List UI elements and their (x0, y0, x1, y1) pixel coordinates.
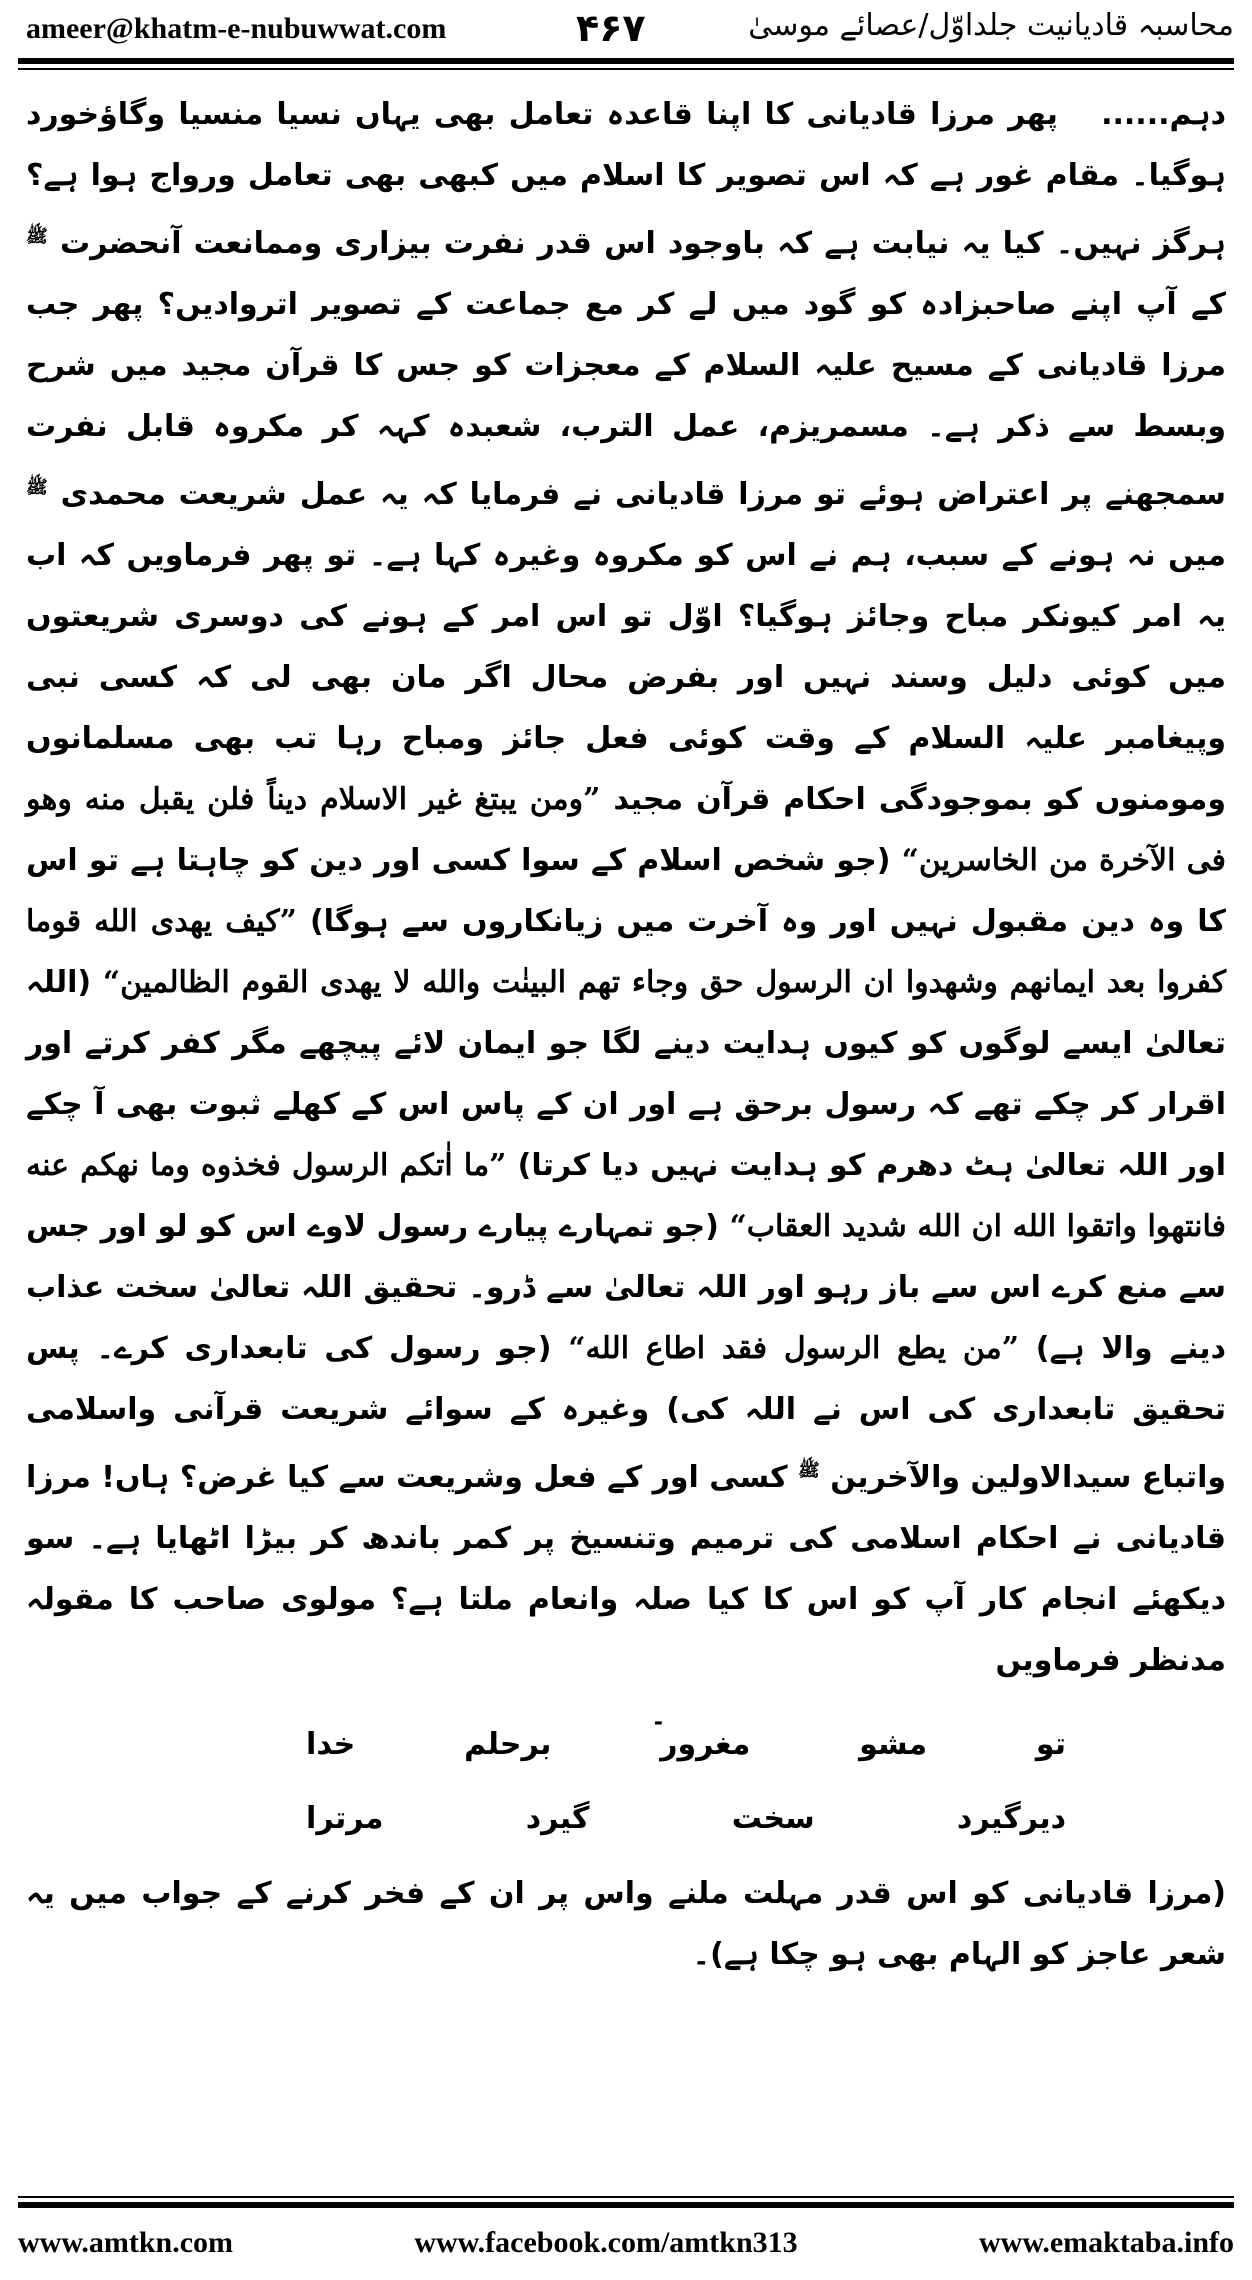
quran-verse: ”ومن یبتغ غیر الاسلام دیناً فلن یقبل منه وهو فی الآخرة من الخاسرین“ (26, 782, 1226, 878)
footer-link-facebook[interactable]: www.facebook.com/amtkn313 (414, 2226, 798, 2259)
verse-translation: (اللہ تعالیٰ ایسے لوگوں کو کیوں ہدایت دینے لگا جو ایمان لائے پیچھے مگر کفر کرتے اور اقرار کر چکے تھے کہ رسول برحق ہے اور ان کے پاس اس کے کھلے ثبوت بھی آ چکے اور اللہ تعالیٰ ہٹ دھرم کو ہدایت نہیں دیا کرتا) (26, 965, 1226, 1183)
couplet-word: گیرد (525, 1801, 590, 1836)
quran-verse: ”کیف یهدی الله قوما کفروا بعد ایمانهم وشهدوا ان الرسول حق وجاء تهم البینٰت والله لا یهدی القوم الظالمین“ (26, 904, 1226, 1000)
header-rule-thick (18, 58, 1234, 64)
body-text: کسی اور کے فعل وشریعت سے کیا غرض؟ ہاں! مرزا قادیانی نے احکام اسلامی کی ترمیم وتنسیخ پر کمر باندھ کر بیڑا اٹھایا ہے۔ سو دیکھئے انجام کار آپ کو اس کا کیا صلہ وانعام ملتا ہے؟ مولوی صاحب کا مقولہ مدنظر فرماویں (26, 1460, 1226, 1678)
header-rule-thin (18, 68, 1234, 70)
couplet-word: مشو (859, 1727, 928, 1762)
body-text: میں نہ ہونے کے سبب، ہم نے اس کو مکروہ وغیرہ کہا ہے۔ تو پھر فرماویں کہ اب یہ امر کیونکر مباح وجائز ہوگیا؟ اوّل تو اس امر کے ہونے کی دوسری شریعتوں میں کوئی دلیل وسند نہیں اور بفرض محال اگر مان بھی لی کہ کسی نبی وپیغامبر علیہ السلام کے وقت کوئی فعل جائز ومباح رہا تب بھی مسلمانوں ومومنوں کو بموجودگی احکام قرآن مجید (26, 538, 1227, 817)
header-email[interactable]: ameer@khatm-e-nubuwwat.com (26, 12, 447, 45)
couplet-word: خدا (306, 1727, 356, 1762)
page-body (26, 84, 1226, 2114)
couplet-word: برحلم (464, 1727, 552, 1762)
page-header (0, 0, 1252, 58)
verse-translation: (جو تمہارے پیارے رسول لاوے اس کو لو اور جس سے منع کرے اس سے باز رہو اور اللہ تعالیٰ سے ڈرو۔ تحقیق اللہ تعالیٰ سخت عذاب دینے والا ہے) (26, 1209, 1226, 1366)
verse-end-mark: ۔ (650, 1701, 666, 1731)
footer-rule-thick (18, 2202, 1234, 2208)
quran-verse: ”من یطع الرسول فقد اطاع الله“ (568, 1331, 1019, 1366)
couplet-line-2 (306, 1801, 1066, 1836)
body-text: کے آپ اپنے صاحبزادہ کو گود میں لے کر مع جماعت کے تصویر اتروادیں؟ پھر جب مرزا قادیانی کے مسیح علیہ السلام کے معجزات کو جس کا قرآن مجید میں شرح وبسط سے ذکر ہے۔ مسمریزم، عمل الترب، شعبدہ کہہ کر مکروہ قابل نفرت سمجھنے پر اعتراض ہوئے تو مرزا قادیانی نے فرمایا کہ یہ عمل شریعت محمدی (26, 287, 1226, 512)
couplet-word: سخت (731, 1801, 815, 1836)
closing-paragraph: (مرزا قادیانی کو اس قدر مہلت ملنے واس پر ان کے فخر کرنے کے جواب میں یہ شعر عاجز کو الہام بھی ہو چکا ہے)۔ (26, 1876, 1226, 1972)
couplet-word: تو (1035, 1727, 1066, 1762)
footer-link-amtkn[interactable]: www.amtkn.com (18, 2226, 233, 2259)
section-marker: دہم...... (1101, 97, 1226, 132)
page-footer (18, 2218, 1234, 2268)
couplet-word: مغرور (660, 1727, 751, 1762)
salutation-mark: ﷺ (798, 1460, 820, 1481)
salutation-mark: ﷺ (26, 226, 48, 247)
main-paragraph (26, 84, 1226, 1691)
body-text: پھر مرزا قادیانی کا اپنا قاعدہ تعامل بھی یہاں نسیا منسیا وگاؤخورد ہوگیا۔ مقام غور ہے کہ اس تصویر کا اسلام میں کبھی بھی تعامل ورواج ہوا ہے؟ ہرگز نہیں۔ کیا یہ نیابت ہے کہ باوجود اس قدر نفرت بیزاری وممانعت آنحضرت (26, 97, 1226, 261)
verse-translation: (جو رسول کی تابعداری کرے۔ پس تحقیق تابعداری کی اس نے اللہ کی) وغیرہ کے سوائے شریعت قرآنی واسلامی واتباع سیدالاولین والآخرین (26, 1331, 1226, 1495)
couplet-word: مرترا (306, 1801, 384, 1836)
persian-couplet (26, 1701, 1226, 1851)
salutation-mark: ﷺ (26, 477, 48, 498)
page-number: ۴۶۷ (576, 6, 646, 50)
quran-verse: ”ما اٰتکم الرسول فخذوه وما نهکم عنه فانتهوا واتقوا الله ان الله شدید العقاب“ (26, 1148, 1226, 1244)
couplet-line-1 (306, 1727, 1066, 1762)
footer-rule-thin (18, 2196, 1234, 2198)
couplet-word: دیرگیرد (956, 1801, 1066, 1836)
book-title: محاسبہ قادیانیت جلداوّل/عصائے موسیٰ (748, 8, 1234, 43)
footer-link-emaktaba[interactable]: www.emaktaba.info (978, 2226, 1234, 2259)
verse-translation: (جو شخص اسلام کے سوا کسی اور دین کو چاہتا ہے تو اس کا وہ دین مقبول نہیں اور وہ آخرت میں زیانکاروں سے ہوگا) (26, 843, 1226, 939)
